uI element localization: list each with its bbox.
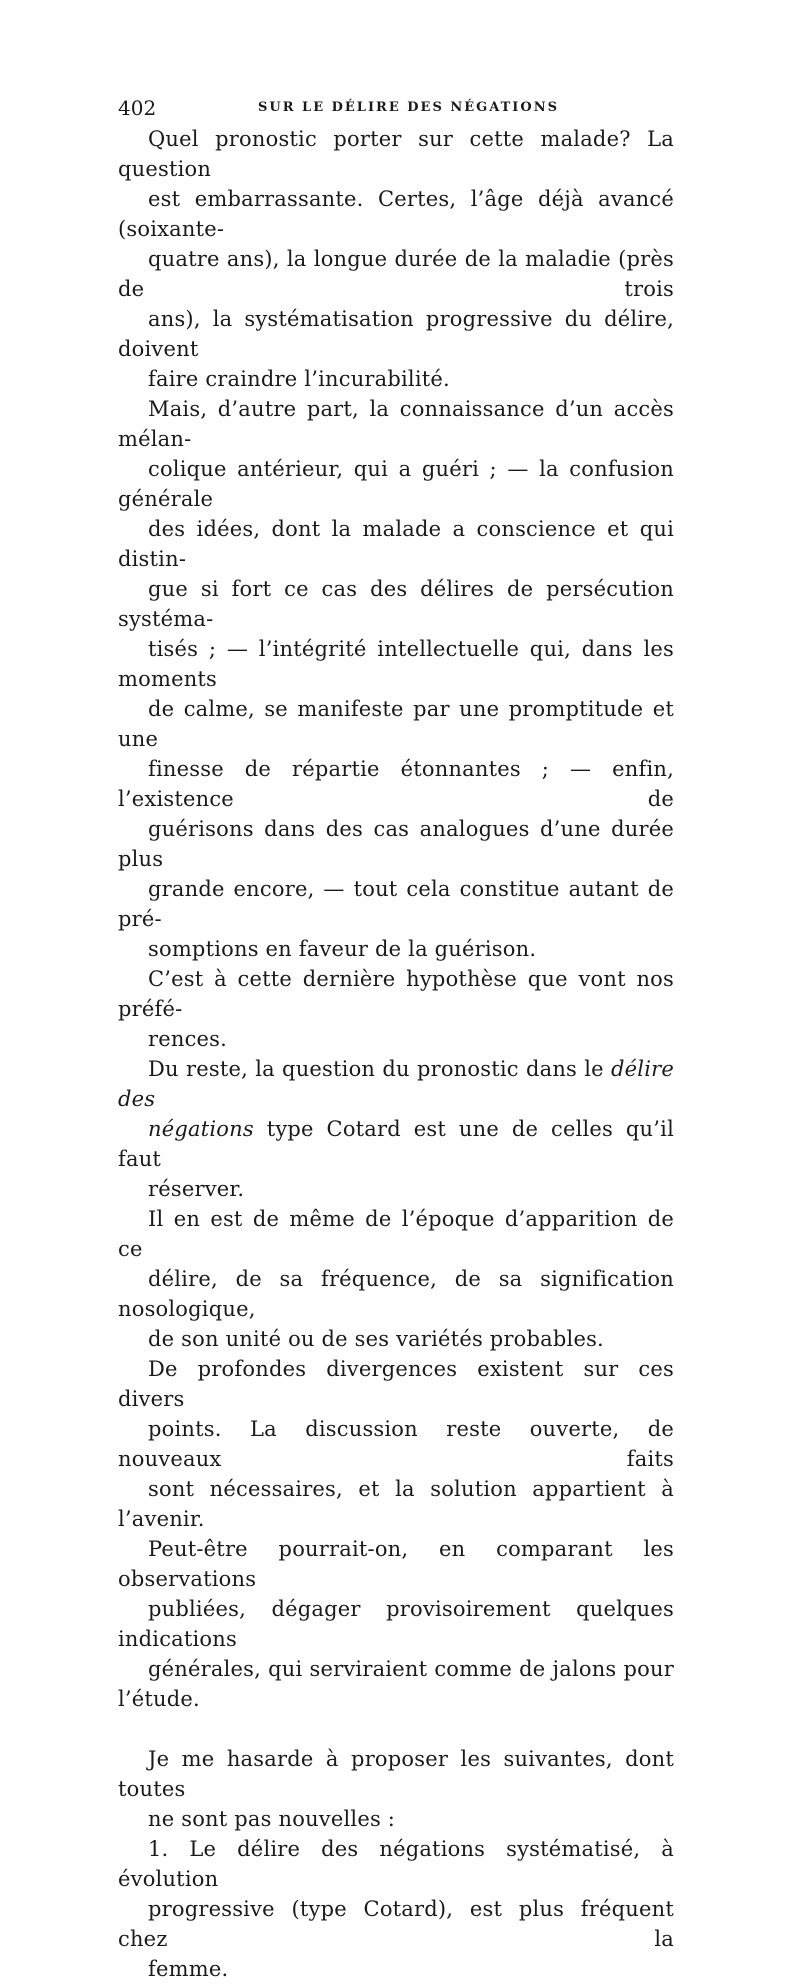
text-run: Du reste, la question du pronostic dans le — [148, 1057, 612, 1081]
body-text — [118, 124, 674, 1984]
text-line: guérisons dans des cas analogues d’une durée plus — [118, 817, 674, 871]
text-line: Peut-être pourrait-on, en comparant les observations — [118, 1537, 674, 1591]
paragraph — [118, 1354, 674, 1534]
text-line: publiées, dégager provisoirement quelques indications — [118, 1597, 674, 1651]
italic-title: délire des — [118, 1057, 674, 1111]
text-line: grande encore, — tout cela constitue autant de pré- — [118, 877, 674, 931]
text-line: ans), la systématisation progressive du délire, doivent — [118, 307, 674, 361]
text-line: Mais, d’autre part, la connaissance d’un accès mélan- — [118, 397, 674, 451]
text-line: Quel pronostic porter sur cette malade? La question — [118, 127, 674, 181]
running-title: SUR LE DÉLIRE DES NÉGATIONS — [258, 100, 559, 115]
paragraph — [118, 1834, 674, 1984]
text-line: finesse de répartie étonnantes ; — enfin, l’existence de — [118, 757, 674, 811]
text-line: points. La discussion reste ouverte, de nouveaux faits — [118, 1417, 674, 1471]
text-line — [118, 1054, 674, 1114]
text-line: ne sont pas nouvelles : — [148, 1807, 396, 1831]
paragraph — [118, 1054, 674, 1204]
text-line: rences. — [148, 1027, 228, 1051]
text-line: faire craindre l’incurabilité. — [148, 367, 450, 391]
text-line: colique antérieur, qui a guéri ; — la confusion générale — [118, 457, 674, 511]
text-line: réserver. — [148, 1177, 245, 1201]
text-line: est embarrassante. Certes, l’âge déjà avancé (soixante- — [118, 187, 674, 241]
page-number: 402 — [118, 96, 157, 120]
paragraph — [118, 394, 674, 964]
text-line: gue si fort ce cas des délires de persécution systéma- — [118, 577, 674, 631]
text-run: type Cotard est une de celles qu’il faut — [118, 1117, 674, 1171]
paragraph — [118, 1744, 674, 1834]
text-line: des idées, dont la malade a conscience et qui distin- — [118, 517, 674, 571]
paragraph — [118, 1204, 674, 1354]
paragraph — [118, 124, 674, 394]
text-line: délire, de sa fréquence, de sa signification nosologique, — [118, 1267, 674, 1321]
text-line — [118, 1114, 674, 1174]
running-head — [118, 96, 678, 122]
text-line: somptions en faveur de la guérison. — [148, 937, 537, 961]
section-gap — [118, 1714, 674, 1744]
paragraph — [118, 964, 674, 1054]
text-line: De profondes divergences existent sur ces divers — [118, 1357, 674, 1411]
text-line: sont nécessaires, et la solution appartient à l’avenir. — [118, 1477, 674, 1531]
text-line: Je me hasarde à proposer les suivantes, dont toutes — [118, 1747, 674, 1801]
paragraph — [118, 1534, 674, 1714]
text-line: générales, qui serviraient comme de jalons pour l’étude. — [118, 1657, 674, 1711]
text-line: Il en est de même de l’époque d’apparition de ce — [118, 1207, 674, 1261]
text-line: quatre ans), la longue durée de la maladie (près de trois — [118, 247, 674, 301]
text-line: progressive (type Cotard), est plus fréquent chez la — [118, 1897, 674, 1951]
text-line: de calme, se manifeste par une promptitude et une — [118, 697, 674, 751]
text-line: de son unité ou de ses variétés probables. — [148, 1327, 604, 1351]
italic-title: négations — [148, 1117, 254, 1141]
text-line: C’est à cette dernière hypothèse que vont nos préfé- — [118, 967, 674, 1021]
text-line: 1. Le délire des négations systématisé, à évolution — [118, 1837, 674, 1891]
text-line: tisés ; — l’intégrité intellectuelle qui, dans les moments — [118, 637, 674, 691]
text-line: femme. — [148, 1957, 229, 1981]
